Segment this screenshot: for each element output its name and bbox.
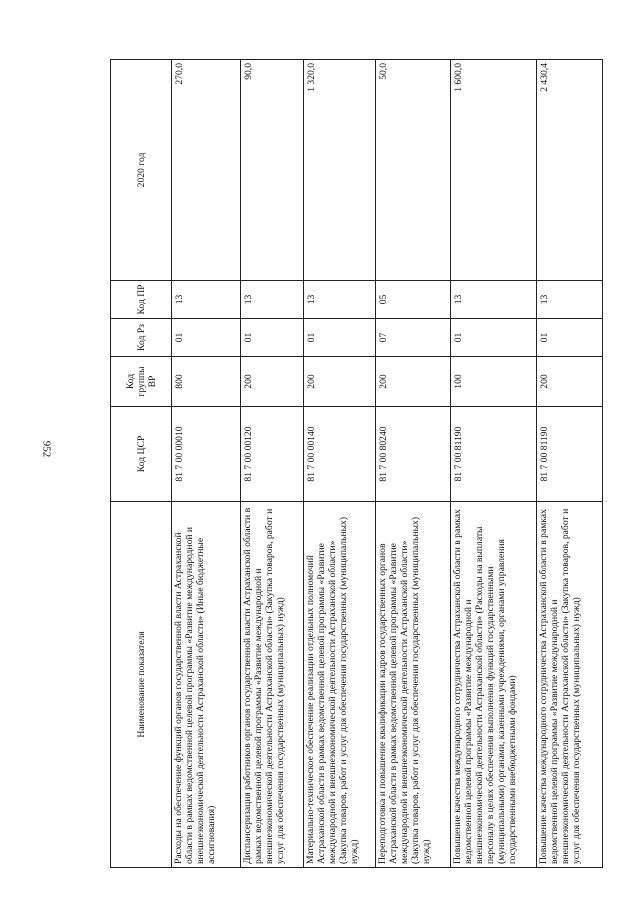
page-number: 952 xyxy=(40,440,53,458)
row-pr: 13 xyxy=(172,281,241,319)
row-csr: 81 7 00 81190 xyxy=(451,407,537,502)
row-pr: 13 xyxy=(451,281,537,319)
row-value: 1 320,0 xyxy=(304,60,376,281)
row-name: Материально-техническое обеспечение реализации отдельных полномочий Астраханской области в рамках ведомственной целевой программы «Развитие международной и внешнеэкономической деятельности Астраханской области» (Закупка товаров, работ и услуг для обеспечения государственных (муниципальных) нужд) xyxy=(304,502,376,868)
table-header-row xyxy=(111,60,172,868)
row-value: 50,0 xyxy=(376,60,451,281)
header-year: 2020 год xyxy=(111,60,172,281)
row-vr: 800 xyxy=(172,357,241,407)
row-vr: 200 xyxy=(537,357,603,407)
row-csr: 81 7 00 81190 xyxy=(537,407,603,502)
row-rz: 07 xyxy=(376,319,451,357)
row-rz: 01 xyxy=(451,319,537,357)
row-name: Переподготовка и повышение квалификации кадров государственных органов Астраханской области в рамках ведомственной целевой программы «Развитие международной и внешнеэкономической деятельности Астраханской области» (Закупка товаров, работ и услуг для обеспечения государственных (муниципальных) нужд) xyxy=(376,502,451,868)
row-csr: 81 7 00 80240 xyxy=(376,407,451,502)
row-value: 1 600,0 xyxy=(451,60,537,281)
budget-table xyxy=(110,59,603,868)
table-row xyxy=(537,60,603,868)
row-pr: 13 xyxy=(304,281,376,319)
header-rz: Код Рз xyxy=(111,319,172,357)
row-rz: 01 xyxy=(241,319,304,357)
row-rz: 01 xyxy=(172,319,241,357)
row-vr: 200 xyxy=(241,357,304,407)
row-name: Повышение качества международного сотрудничества Астраханской области в рамках ведомственной целевой программы «Развитие международной и внешнеэкономической деятельности Астраханской области» (Закупка товаров, работ и услуг для обеспечения государственных (муниципальных) нужд) xyxy=(537,502,603,868)
table-row xyxy=(304,60,376,868)
row-name: Расходы на обеспечение функций органов государственной власти Астраханской области в рамках ведомственной целевой программы «Развитие международной и внешнеэкономической деятельности Астраханской области» (Иные бюджетные ассигнования) xyxy=(172,502,241,868)
row-rz: 01 xyxy=(304,319,376,357)
row-rz: 01 xyxy=(537,319,603,357)
table-row xyxy=(451,60,537,868)
table-row xyxy=(376,60,451,868)
row-value: 90,0 xyxy=(241,60,304,281)
row-pr: 13 xyxy=(537,281,603,319)
row-pr: 13 xyxy=(241,281,304,319)
row-value: 2 430,4 xyxy=(537,60,603,281)
row-csr: 81 7 00 00010 xyxy=(172,407,241,502)
row-name: Повышение качества международного сотрудничества Астраханской области в рамках ведомственной целевой программы «Развитие международной и внешнеэкономической деятельности Астраханской области» (Расходы на выплаты персоналу в целях обеспечения выполнения функций государственными (муниципальными) органами, казенными учреждениями, органами управления государственными внебюджетными фондами) xyxy=(451,502,537,868)
row-vr: 200 xyxy=(304,357,376,407)
header-pr: Код ПР xyxy=(111,281,172,319)
rotated-table-wrapper xyxy=(110,60,582,868)
row-pr: 05 xyxy=(376,281,451,319)
table-row xyxy=(172,60,241,868)
row-vr: 100 xyxy=(451,357,537,407)
header-vr: Код группы ВР xyxy=(111,357,172,407)
row-csr: 81 7 00 00140 xyxy=(304,407,376,502)
header-name: Наименование показателя xyxy=(111,502,172,868)
row-value: 270,0 xyxy=(172,60,241,281)
header-csr: Код ЦСР xyxy=(111,407,172,502)
row-csr: 81 7 00 00120 xyxy=(241,407,304,502)
row-vr: 200 xyxy=(376,357,451,407)
row-name: Диспансеризация работников органов государственной власти Астраханской области в рамках ведомственной целевой программы «Развитие международной и внешнеэкономической деятельности Астраханской области» (Закупка товаров, работ и услуг для обеспечения государственных (муниципальных) нужд) xyxy=(241,502,304,868)
table-row xyxy=(241,60,304,868)
